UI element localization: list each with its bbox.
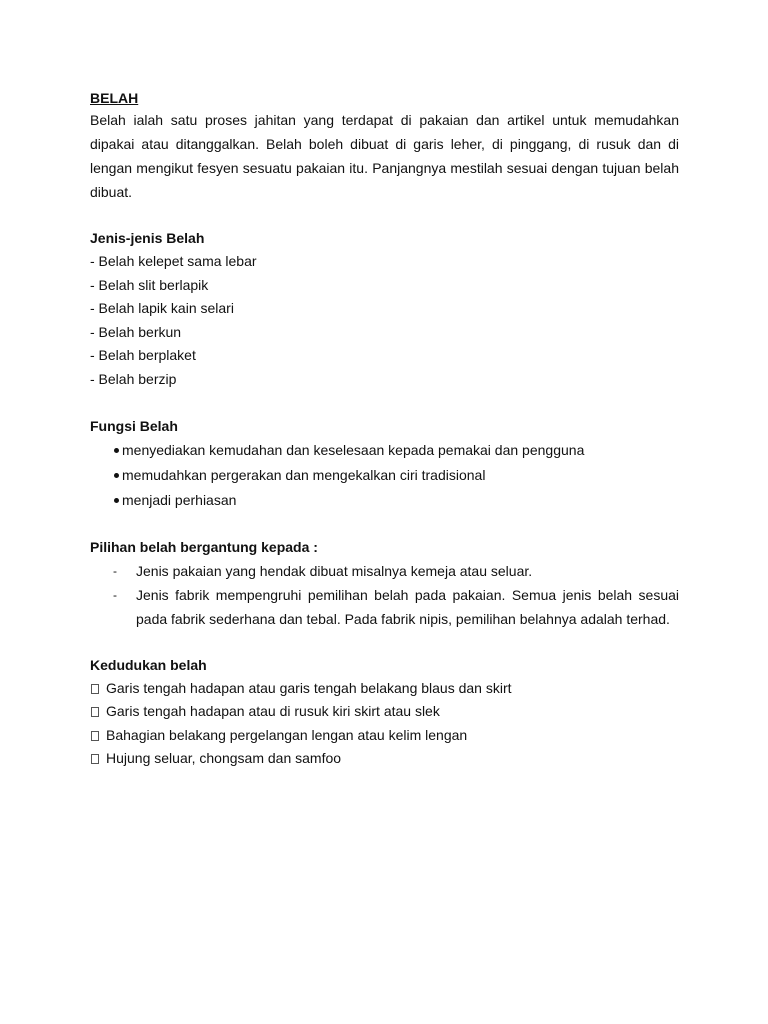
list-item <box>90 747 679 771</box>
kedudukan-heading: Kedudukan belah <box>90 656 207 673</box>
list-item-text: Garis tengah hadapan atau garis tengah belakang blaus dan skirt <box>106 679 512 696</box>
list-item-text: Garis tengah hadapan atau di rusuk kiri skirt atau slek <box>106 703 440 720</box>
kedudukan-list <box>90 677 679 771</box>
list-item <box>90 488 679 513</box>
bullet-icon <box>114 473 119 478</box>
list-item: - Belah kelepet sama lebar <box>90 253 257 269</box>
list-item: - Belah berkun <box>90 323 182 340</box>
pilihan-list <box>90 559 679 631</box>
list-item <box>90 677 679 701</box>
missing-glyph-box-icon <box>91 707 99 717</box>
fungsi-heading: Fungsi Belah <box>90 417 178 434</box>
list-item <box>90 724 679 748</box>
list-item <box>90 438 679 463</box>
list-item-text: Jenis pakaian yang hendak dibuat misalnya kemeja atau seluar. <box>136 562 533 579</box>
jenis-list <box>90 250 679 392</box>
list-item: - Belah berplaket <box>90 347 196 364</box>
pilihan-heading: Pilihan belah bergantung kepada : <box>90 538 318 555</box>
missing-glyph-box-icon <box>91 731 99 741</box>
list-item <box>90 583 679 631</box>
bullet-icon <box>114 448 119 453</box>
document-page <box>90 88 679 771</box>
fungsi-list <box>90 438 679 513</box>
list-item: - Belah lapik kain selari <box>90 300 234 317</box>
list-item-text: Hujung seluar, chongsam dan samfoo <box>106 750 342 767</box>
intro-paragraph: Belah ialah satu proses jahitan yang terdapat di pakaian dan artikel untuk memudahkan dipakai atau ditanggalkan. Belah boleh dibuat di garis leher, di pinggang, di rusuk dan di lengan mengikut fesyen sesuatu pakaian itu. Panjangnya mestilah sesuai dengan tujuan belah dibuat. <box>90 112 679 200</box>
list-item <box>90 559 679 583</box>
dash-icon: - <box>113 587 117 602</box>
list-item: - Belah berzip <box>90 370 177 387</box>
list-item-text: memudahkan pergerakan dan mengekalkan ciri tradisional <box>122 466 486 483</box>
list-item <box>90 463 679 488</box>
jenis-heading: Jenis-jenis Belah <box>90 230 205 246</box>
list-item: - Belah slit berlapik <box>90 276 209 293</box>
document-title: BELAH <box>90 90 139 106</box>
list-item-text: menjadi perhiasan <box>122 491 237 508</box>
missing-glyph-box-icon <box>91 684 99 694</box>
list-item-text: menyediakan kemudahan dan keselesaan kepada pemakai dan pengguna <box>122 441 585 458</box>
list-item-text: Bahagian belakang pergelangan lengan atau kelim lengan <box>106 726 468 743</box>
bullet-icon <box>114 498 119 503</box>
dash-icon: - <box>113 563 117 578</box>
missing-glyph-box-icon <box>91 754 99 764</box>
list-item-text: Jenis fabrik mempengruhi pemilihan belah pada pakaian. Semua jenis belah sesuai pada fabrik sederhana dan tebal. Pada fabrik nipis, pemilihan belahnya adalah terhad. <box>136 586 679 627</box>
list-item <box>90 700 679 724</box>
